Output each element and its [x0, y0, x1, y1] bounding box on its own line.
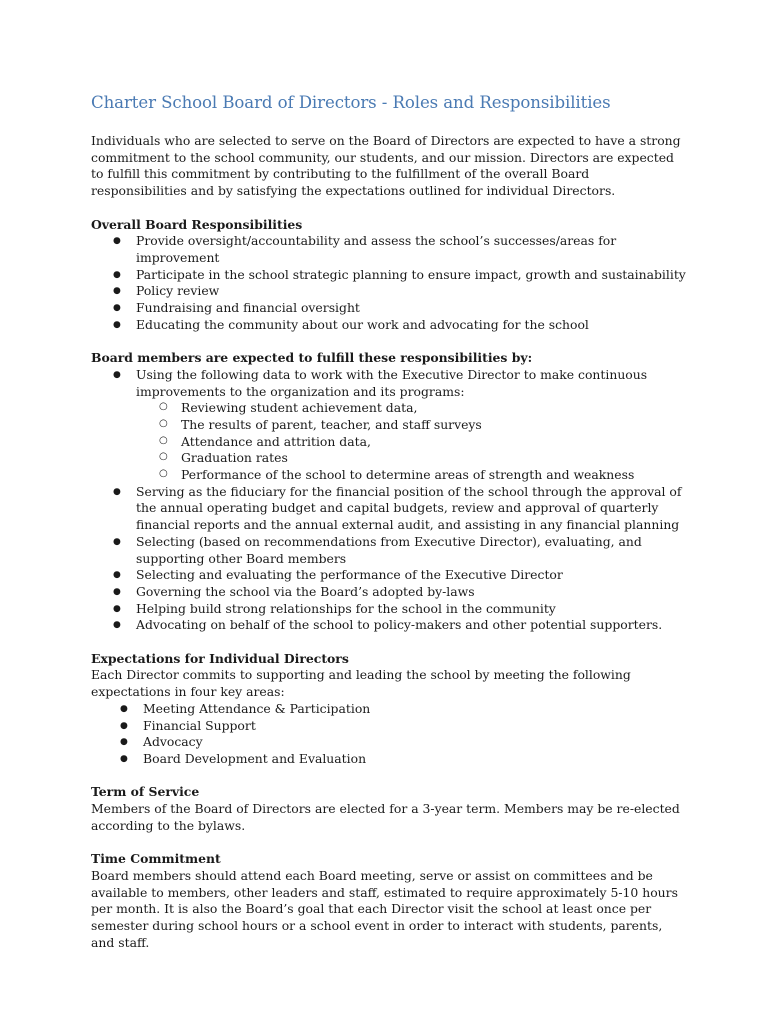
list-item: ● Provide oversight/accountability and assess the school’s successes/areas for improvement: [91, 233, 686, 266]
list-item-text: Using the following data to work with the Executive Director to make continuous improvements to the organization and its programs:: [136, 366, 648, 399]
term-of-service-text: Members of the Board of Directors are elected for a 3-year term. Members may be re-elected according to the bylaws.: [91, 801, 680, 833]
list-item: ● Board Development and Evaluation: [91, 751, 686, 768]
time-commitment-text: Board members should attend each Board meeting, serve or assist on committees and be available to members, other leaders and staff, estimated to require approximately 5-10 hours per month. It is also the Board’s goal that each Director visit the school at least once per semester during school hours or a school event in order to interact with students, parents, and staff.: [91, 867, 678, 950]
list-item: ● Advocacy: [91, 734, 686, 751]
board-members-list: [91, 367, 686, 634]
document-title: Charter School Board of Directors - Roles and Responsibilities: [91, 93, 611, 112]
time-commitment-heading: Time Commitment: [91, 851, 221, 867]
list-item: ● Meeting Attendance & Participation: [91, 701, 686, 718]
list-item: ● Financial Support: [91, 718, 686, 735]
term-of-service-section: [91, 784, 686, 834]
sublist-item: ○ Reviewing student achievement data,: [136, 400, 686, 417]
expectations-list: [91, 701, 686, 768]
intro-paragraph: Individuals who are selected to serve on the Board of Directors are expected to have a strong commitment to the school community, our students, and our mission. Directors are expected to fulfill this commitment by contributing to the fulfillment of the overall Board responsibilities and by satisfying the expectations outlined for individual Directors.: [91, 133, 681, 199]
list-item: ● Fundraising and financial oversight: [91, 300, 686, 317]
overall-responsibilities-heading: Overall Board Responsibilities: [91, 216, 303, 232]
list-item: ● Participate in the school strategic planning to ensure impact, growth and sustainability: [91, 267, 686, 284]
term-of-service-heading: Term of Service: [91, 784, 200, 800]
list-item: ● Advocating on behalf of the school to policy-makers and other potential supporters.: [91, 617, 686, 634]
list-item: ● Governing the school via the Board’s adopted by-laws: [91, 584, 686, 601]
sublist-item: ○ The results of parent, teacher, and staff surveys: [136, 417, 686, 434]
data-sublist: [136, 400, 686, 484]
time-commitment-section: [91, 851, 686, 951]
list-item: ● Selecting and evaluating the performance of the Executive Director: [91, 567, 686, 584]
sublist-item: ○ Performance of the school to determine areas of strength and weakness: [136, 467, 686, 484]
expectations-heading: Expectations for Individual Directors: [91, 650, 349, 666]
document-page: [91, 92, 686, 968]
sublist-item: ○ Graduation rates: [136, 450, 686, 467]
list-item: ● Educating the community about our work and advocating for the school: [91, 317, 686, 334]
list-item: ● Policy review: [91, 283, 686, 300]
list-item: ● Serving as the fiduciary for the financial position of the school through the approval of the annual operating budget and capital budgets, review and approval of quarterly financial reports and the annual external audit, and assisting in any financial planning: [91, 484, 686, 534]
expectations-section: [91, 651, 686, 768]
sublist-item: ○ Attendance and attrition data,: [136, 434, 686, 451]
list-item: ● Selecting (based on recommendations from Executive Director), evaluating, and supporting other Board members: [91, 534, 686, 567]
expectations-text: Each Director commits to supporting and leading the school by meeting the following expectations in four key areas:: [91, 667, 631, 700]
list-item: [91, 367, 686, 484]
board-members-section: [91, 350, 686, 634]
list-item: ● Helping build strong relationships for the school in the community: [91, 601, 686, 618]
overall-responsibilities-section: [91, 217, 686, 334]
overall-responsibilities-list: [91, 233, 686, 333]
board-members-heading: Board members are expected to fulfill these responsibilities by:: [91, 350, 533, 366]
